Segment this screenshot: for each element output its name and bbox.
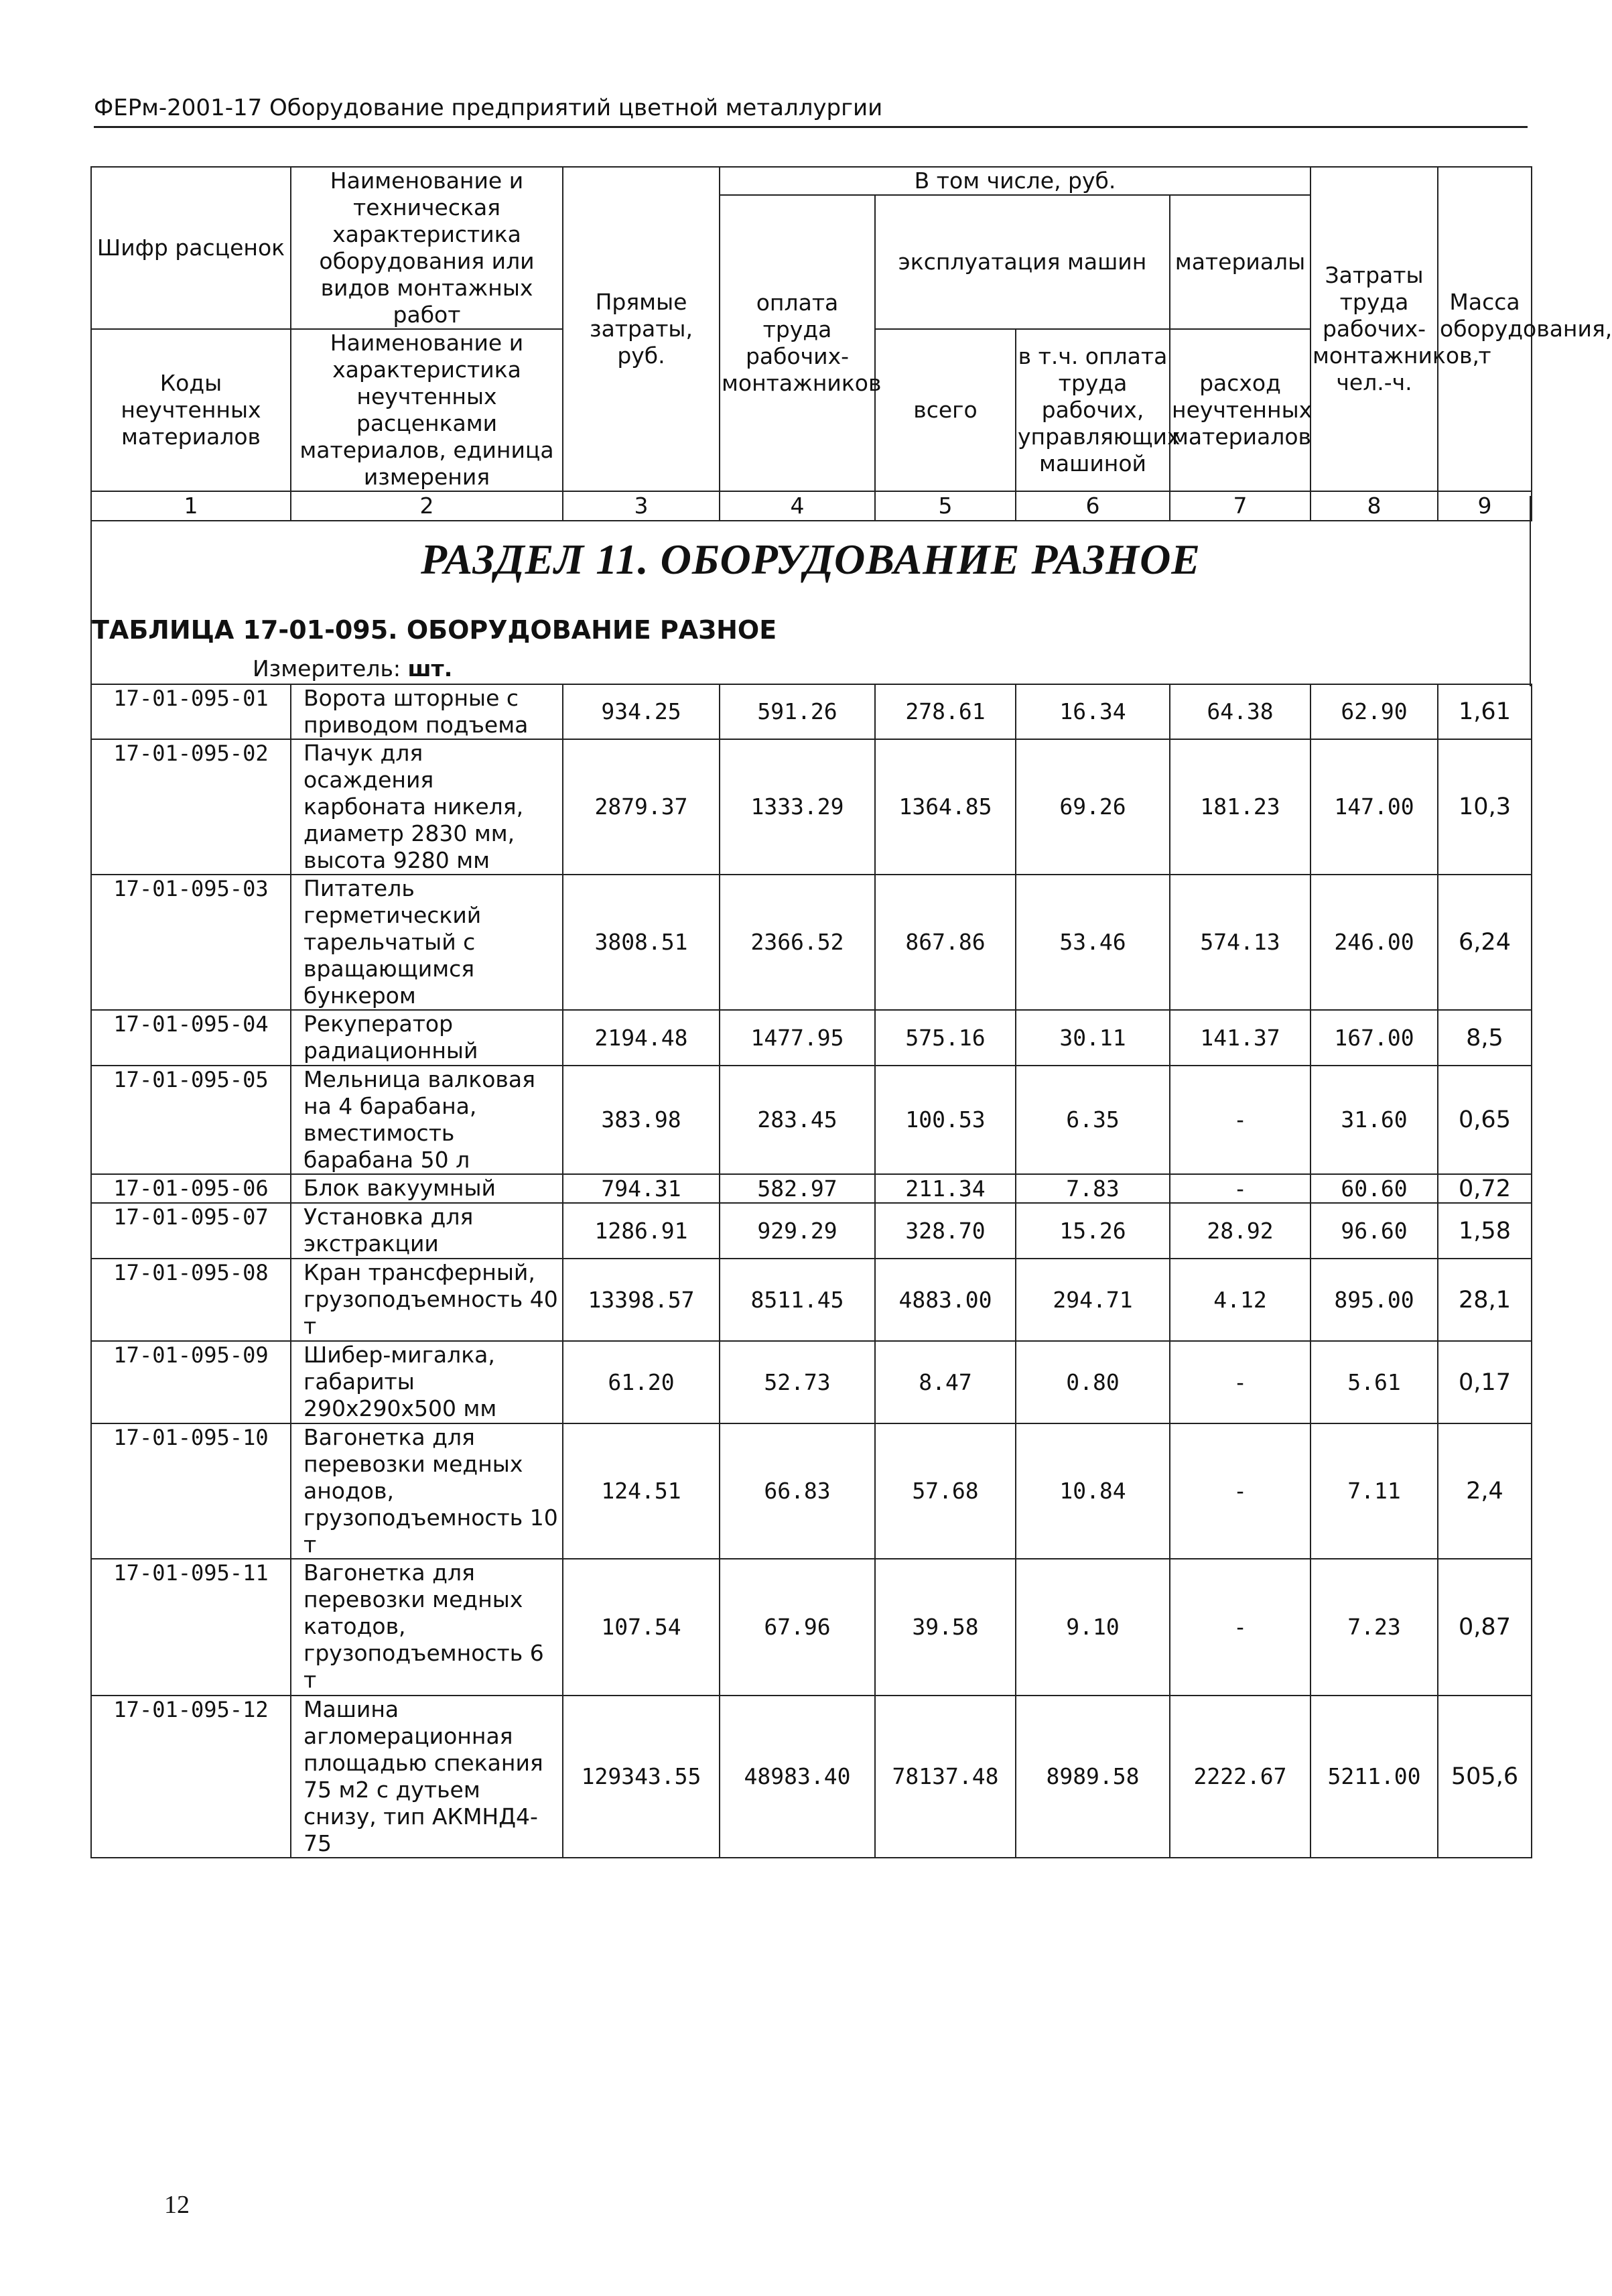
header-material-use: расход неучтенных материалов (1170, 329, 1311, 491)
row-machines-wage: 9.10 (1016, 1559, 1170, 1696)
row-wage: 67.96 (720, 1559, 875, 1696)
col-number: 1 (91, 491, 291, 521)
header-kody: Коды неучтенных материалов (91, 329, 291, 491)
row-name: Мельница валковая на 4 барабана, вместимость барабана 50 л (291, 1066, 563, 1174)
row-labor: 5.61 (1311, 1341, 1438, 1423)
row-code: 17-01-095-05 (91, 1066, 291, 1174)
row-mass: 0,72 (1438, 1174, 1532, 1203)
row-mass: 0,17 (1438, 1341, 1532, 1423)
table-row (91, 1010, 1532, 1066)
row-code: 17-01-095-01 (91, 684, 291, 739)
row-direct-costs: 124.51 (563, 1423, 720, 1559)
row-wage: 1477.95 (720, 1010, 875, 1066)
row-direct-costs: 383.98 (563, 1066, 720, 1174)
col-number: 8 (1311, 491, 1438, 521)
section-title: РАЗДЕЛ 11. ОБОРУДОВАНИЕ РАЗНОЕ (421, 535, 1201, 583)
row-machines-wage: 6.35 (1016, 1066, 1170, 1174)
row-code: 17-01-095-06 (91, 1174, 291, 1203)
row-machines-total: 57.68 (875, 1423, 1016, 1559)
unit-label: Измеритель: (253, 655, 401, 682)
header-labor: Затраты труда рабочих-монтажников, чел.-ч. (1311, 167, 1438, 491)
row-wage: 591.26 (720, 684, 875, 739)
row-mass: 6,24 (1438, 875, 1532, 1010)
row-wage: 66.83 (720, 1423, 875, 1559)
row-mass: 10,3 (1438, 739, 1532, 875)
row-labor: 246.00 (1311, 875, 1438, 1010)
row-materials: 574.13 (1170, 875, 1311, 1010)
row-wage: 48983.40 (720, 1696, 875, 1858)
row-labor: 60.60 (1311, 1174, 1438, 1203)
row-machines-wage: 53.46 (1016, 875, 1170, 1010)
row-name: Шибер-мигалка, габариты 290x290x500 мм (291, 1341, 563, 1423)
header-in-that: В том числе, руб. (720, 167, 1311, 195)
row-materials: - (1170, 1341, 1311, 1423)
row-labor: 895.00 (1311, 1259, 1438, 1341)
row-materials: 64.38 (1170, 684, 1311, 739)
col-number: 9 (1438, 491, 1532, 521)
page-number: 12 (164, 2191, 190, 2219)
unit-value: шт. (407, 655, 453, 682)
row-machines-total: 4883.00 (875, 1259, 1016, 1341)
col-number: 7 (1170, 491, 1311, 521)
col-number: 6 (1016, 491, 1170, 521)
row-name: Установка для экстракции (291, 1203, 563, 1259)
header-machines-total: всего (875, 329, 1016, 491)
row-wage: 929.29 (720, 1203, 875, 1259)
row-materials: - (1170, 1066, 1311, 1174)
table-row (91, 1341, 1532, 1423)
header-wage: оплата труда рабочих-монтажников (720, 195, 875, 491)
col-number: 5 (875, 491, 1016, 521)
row-direct-costs: 934.25 (563, 684, 720, 739)
page-header: ФЕРм-2001-17 Оборудование предприятий цветной металлургии (94, 92, 1528, 128)
row-wage: 283.45 (720, 1066, 875, 1174)
row-mass: 8,5 (1438, 1010, 1532, 1066)
col-number: 2 (291, 491, 563, 521)
row-code: 17-01-095-12 (91, 1696, 291, 1858)
row-wage: 52.73 (720, 1341, 875, 1423)
row-materials: 28.92 (1170, 1203, 1311, 1259)
row-machines-total: 8.47 (875, 1341, 1016, 1423)
row-machines-wage: 7.83 (1016, 1174, 1170, 1203)
row-machines-wage: 0.80 (1016, 1341, 1170, 1423)
row-code: 17-01-095-10 (91, 1423, 291, 1559)
row-materials: 141.37 (1170, 1010, 1311, 1066)
row-name: Рекуператор радиационный (291, 1010, 563, 1066)
row-machines-total: 278.61 (875, 684, 1016, 739)
row-machines-total: 328.70 (875, 1203, 1016, 1259)
table-row (91, 1203, 1532, 1259)
table-row (91, 1559, 1532, 1696)
row-code: 17-01-095-04 (91, 1010, 291, 1066)
row-machines-wage: 294.71 (1016, 1259, 1170, 1341)
table-row (91, 1696, 1532, 1858)
row-wage: 2366.52 (720, 875, 875, 1010)
row-machines-total: 211.34 (875, 1174, 1016, 1203)
row-machines-total: 575.16 (875, 1010, 1016, 1066)
header-name-bottom: Наименование и характеристика неучтенных расценками материалов, единица измерения (291, 329, 563, 491)
table-row (91, 684, 1532, 739)
header-name-top: Наименование и техническая характеристика оборудования или видов монтажных работ (291, 167, 563, 329)
row-code: 17-01-095-07 (91, 1203, 291, 1259)
row-name: Вагонетка для перевозки медных катодов, грузоподъемность 6 т (291, 1559, 563, 1696)
row-code: 17-01-095-03 (91, 875, 291, 1010)
row-labor: 7.11 (1311, 1423, 1438, 1559)
row-materials: - (1170, 1559, 1311, 1696)
row-direct-costs: 129343.55 (563, 1696, 720, 1858)
row-labor: 31.60 (1311, 1066, 1438, 1174)
row-mass: 0,87 (1438, 1559, 1532, 1696)
row-name: Питатель герметический тарельчатый с вращающимся бункером (291, 875, 563, 1010)
row-mass: 2,4 (1438, 1423, 1532, 1559)
table-row (91, 1259, 1532, 1341)
row-machines-wage: 30.11 (1016, 1010, 1170, 1066)
row-materials: - (1170, 1174, 1311, 1203)
row-name: Кран трансферный, грузоподъемность 40 т (291, 1259, 563, 1341)
row-machines-wage: 16.34 (1016, 684, 1170, 739)
row-direct-costs: 13398.57 (563, 1259, 720, 1341)
row-labor: 167.00 (1311, 1010, 1438, 1066)
row-name: Вагонетка для перевозки медных анодов, грузоподъемность 10 т (291, 1423, 563, 1559)
row-labor: 7.23 (1311, 1559, 1438, 1696)
table-row (91, 1066, 1532, 1174)
row-mass: 28,1 (1438, 1259, 1532, 1341)
table-row (91, 875, 1532, 1010)
header-direct-costs: Прямые затраты, руб. (563, 167, 720, 491)
row-machines-total: 78137.48 (875, 1696, 1016, 1858)
row-name: Машина агломерационная площадью спекания 75 м2 с дутьем снизу, тип АКМНД4-75 (291, 1696, 563, 1858)
row-direct-costs: 61.20 (563, 1341, 720, 1423)
row-labor: 96.60 (1311, 1203, 1438, 1259)
row-mass: 505,6 (1438, 1696, 1532, 1858)
row-machines-total: 867.86 (875, 875, 1016, 1010)
row-direct-costs: 2194.48 (563, 1010, 720, 1066)
row-labor: 147.00 (1311, 739, 1438, 875)
row-wage: 1333.29 (720, 739, 875, 875)
row-wage: 582.97 (720, 1174, 875, 1203)
row-machines-wage: 15.26 (1016, 1203, 1170, 1259)
header-shifr: Шифр расценок (91, 167, 291, 329)
row-mass: 1,58 (1438, 1203, 1532, 1259)
row-name: Ворота шторные с приводом подъема (291, 684, 563, 739)
price-table (90, 684, 1532, 1858)
row-direct-costs: 3808.51 (563, 875, 720, 1010)
table-row (91, 1423, 1532, 1559)
row-direct-costs: 1286.91 (563, 1203, 720, 1259)
table-row (91, 739, 1532, 875)
table-title: ТАБЛИЦА 17-01-095. ОБОРУДОВАНИЕ РАЗНОЕ (92, 615, 777, 645)
header-incl-wage: в т.ч. оплата труда рабочих, управляющих машиной (1016, 329, 1170, 491)
table-header (90, 166, 1612, 521)
unit-line (253, 655, 452, 682)
row-name: Блок вакуумный (291, 1174, 563, 1203)
row-direct-costs: 2879.37 (563, 739, 720, 875)
row-machines-wage: 8989.58 (1016, 1696, 1170, 1858)
row-materials: - (1170, 1423, 1311, 1559)
row-machines-wage: 10.84 (1016, 1423, 1170, 1559)
header-materials: материалы (1170, 195, 1311, 329)
row-direct-costs: 107.54 (563, 1559, 720, 1696)
row-name: Пачук для осаждения карбоната никеля, диаметр 2830 мм, высота 9280 мм (291, 739, 563, 875)
header-mass: Масса оборудования, т (1438, 167, 1532, 491)
table-row (91, 1174, 1532, 1203)
row-code: 17-01-095-11 (91, 1559, 291, 1696)
row-mass: 0,65 (1438, 1066, 1532, 1174)
row-labor: 62.90 (1311, 684, 1438, 739)
col-number: 4 (720, 491, 875, 521)
row-machines-wage: 69.26 (1016, 739, 1170, 875)
row-code: 17-01-095-02 (91, 739, 291, 875)
col-number: 3 (563, 491, 720, 521)
row-materials: 181.23 (1170, 739, 1311, 875)
row-wage: 8511.45 (720, 1259, 875, 1341)
row-mass: 1,61 (1438, 684, 1532, 739)
header-machines: эксплуатация машин (875, 195, 1170, 329)
row-machines-total: 1364.85 (875, 739, 1016, 875)
row-materials: 2222.67 (1170, 1696, 1311, 1858)
row-materials: 4.12 (1170, 1259, 1311, 1341)
row-direct-costs: 794.31 (563, 1174, 720, 1203)
row-code: 17-01-095-08 (91, 1259, 291, 1341)
row-code: 17-01-095-09 (91, 1341, 291, 1423)
section-block (90, 496, 1531, 686)
row-labor: 5211.00 (1311, 1696, 1438, 1858)
row-machines-total: 39.58 (875, 1559, 1016, 1696)
row-machines-total: 100.53 (875, 1066, 1016, 1174)
